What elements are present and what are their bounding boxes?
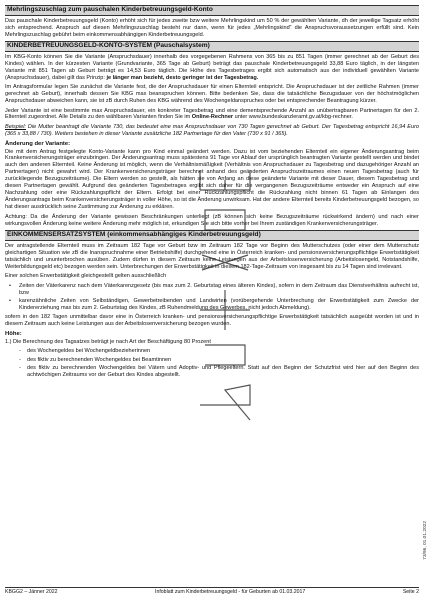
paragraph: Einer solchen Erwerbstätigkeit gleichgestellt gelten ausschließlich xyxy=(5,273,167,280)
paragraph: Achtung: Da die Änderung der Variante gewissen Beschränkungen unterliegt (zB können sich keine Bezugszeiträume rückwirkend ändern) und nach einer wirkungsvollen Änderung keine weitere Änderung mehr möglich ist, erkundigen Sie sich bitte vorher bei Ihrem zuständigen Krankenversicherungsträger. xyxy=(5,213,419,227)
paragraph: Das pauschale Kinderbetreuungsgeld (Konto) erhöht sich für jedes zweite bzw weitere Mehrlingskind um 50 % der gewählten Variante, dh der jeweilige Tagsatz erhöht sich entsprechend. Anspruch auf diesen Mehrlingszuschlag besteht nur dann, wenn für jedes „Mehrlingskind“ die Anspruchsvoraussetzungen erfüllt sind. Kein Mehrlingszuschlag gebührt beim einkommensabhängigen Kinderbetreuungsgeld. xyxy=(5,17,419,38)
paragraph: sofern in den 182 Tagen unmittelbar davor eine in Österreich kranken- und pensionsversicherungspflichtige Erwerbstätigkeit tatsächlich ausgeübt worden ist und in diesem Zeitraum auch keine Leistungen aus der Arbeitslosenversicherung bezogen wurden. xyxy=(5,314,419,328)
dash-list xyxy=(5,348,419,379)
list-item: - des fiktiv zu berechnenden Wochengeldes bei Beamtinnen xyxy=(5,357,419,364)
footer-title: Infoblatt zum Kinderbetreuungsgeld - für Geburten ab 01.03.2017 xyxy=(155,589,306,595)
subheading-hoehe: Höhe: xyxy=(5,330,22,337)
list-item: • Zeiten der Väterkarenz nach dem Väterkarenzgesetz (bis max zum 2. Geburtstag eines älteren Kindes), sofern in dem Zeitraum das Dienstverhältnis aufrecht ist, bzw xyxy=(5,283,419,297)
section-heading-konto-system: KINDERBETREUUNGSGELD-KONTO-SYSTEM (Pauschalsystem) xyxy=(5,41,419,52)
section-heading-einkommensersatz: EINKOMMENSERSATZSYSTEM (einkommensabhängiges Kinderbetreuungsgeld) xyxy=(5,230,419,241)
paragraph: Die mit dem Antrag festgelegte Konto-Variante kann pro Kind einmal geändert werden. Dazu ist vom beziehenden Elternteil ein eigener Änderungsantrag beim Krankenversicherungsträger einzubringen. Der Änderungsantrag muss spätestens 91 Tage vor Ablauf der ursprünglich beantragten Variante gestellt werden und bindet auch den anderen Elternteil. Keine Änderung ist möglich, wenn die Verhältnismäßigkeit (Verhältnis von Anspruchsdauer zu Tagesbetrag und dazugehöriger Anzahl an Partnertagen) nicht gewahrt wird. Der Krankenversicherungsträger berechnet anhand des geänderten Anspruchszeitraumes einen neuen Tagesbetrag (auch für zurückliegende Bezugszeiträume). Die Eltern werden so gestellt, als hätten sie von Anfang an diese geänderte Variante mit dieser Dauer, diesem Tagesbetrag und diesen Partnertagen gewählt. Aufgrund des geänderten Tagesbetrages ergibt sich daher für die vergangenen Bezugszeiträume entweder ein Anspruch auf eine Nachzahlung oder eine Rückzahlungspflicht der Eltern. Erfolgt bei einer Rückzahlungspflicht die Rückzahlung nicht binnen 61 Tagen ab Einlangen des Änderungsantrags beim Krankenversicherungsträger in voller Höhe, so ist die Änderung unwirksam. Hat der andere Elternteil bereits Kinderbetreuungsgeld bezogen, so hat dieser ausdrücklich seine Zustimmung zur Änderung zu erklären. xyxy=(5,148,419,211)
bullet-list xyxy=(5,283,419,312)
document-page xyxy=(5,4,419,381)
document-code: 73/96, 01.01.2022 xyxy=(423,521,428,560)
paragraph: Der antragstellende Elternteil muss im Zeitraum 182 Tage vor Geburt bzw im Zeitraum 182 Tage vor Beginn des Mutterschutzes (oder einer dem Mutterschutz gleichartigen Situation wie zB die Inanspruchnahme einer Betriebshilfe) durchgehend eine in Österreich kranken- und pensionsversicherungspflichtige Erwerbstätigkeit tatsächlich und ununterbrochen ausüben. Zudem dürfen in diesem Zeitraum keine Leistungen aus der Arbeitslosenversicherung (Arbeitslosengeld, Notstandshilfe, Weiterbildungsgeld etc) bezogen werden sein. Unterbrechungen der Erwerbstätigkeit in diesem 182-Tage-Zeitraum von insgesamt bis zu 14 Tagen sind irrelevant. xyxy=(5,242,419,270)
paragraph: Im Antragsformular legen Sie zunächst die Variante fest, die der Anspruchsdauer für einen Elternteil entspricht. Die Anspruchsdauer ist der zeitliche Rahmen (immer gerechnet ab Geburt), innerhalb dessen Sie KBG max beanspruchen können. Bitte bedenken Sie, dass die tatsächliche Bezugsdauer von der höchstmöglichen Anspruchsdauer abweichen kann, sie ist zB durch Ruhen des KBG während des Wochengeldanspruches oder bei entsprechender Beantragung kürzer. xyxy=(5,84,419,104)
paragraph: Im KBG-Konto können Sie die Variante (Anspruchsdauer) innerhalb des vorgegebenen Rahmens von 365 bis zu 851 Tagen (immer gerechnet ab der Geburt des Kindes) wählen. In der kürzesten Variante (Grundvariante, 365 Tage ab Geburt) beträgt das pauschale Kinderbetreuungsgeld 33,88 Euro täglich, in der längsten Variante mit 851 Tagen ab Geburt beträgt es 14,53 Euro täglich. Die Höhe des Tagesbetrages ergibt sich automatisch aus der individuell gewählten Variante (Anspruchsdauer), dabei gilt das Prinzip: je länger man bezieht, desto geringer ist der Tagesbetrag. xyxy=(5,53,419,81)
paragraph: 1.) Die Berechnung des Tagsatzes beträgt je nach Art der Beschäftigung 80 Prozent xyxy=(5,338,211,345)
page-footer xyxy=(5,587,419,596)
section-heading-mehrlingszuschlag: Mehrlingszuschlag zum pauschalen Kinderbetreuungsgeld-Konto xyxy=(5,5,419,16)
list-item: • karenzähnliche Zeiten von Selbständigen, Gewerbetreibenden und Landwirten (vorübergehende Unterbrechung der Erwerbstätigkeit zum Zwecke der Kindererziehung max bis zum 2. Geburtstag des Kindes, zB Ruhendmeldung des Gewerbes, nicht jedoch Abmeldung). xyxy=(5,298,419,312)
example-paragraph: Beispiel: Die Mutter beantragt die Variante 730, das bedeutet eine max Anspruchsdauer von 730 Tagen gerechnet ab Geburt. Der Tagesbetrag entspricht 16,94 Euro (365 x 33,88 / 730). Weiters bestehen in dieser Variante zusätzliche 182 Partnertage für den Vater (730 x 91 / 365). xyxy=(5,124,419,137)
subheading-aenderung: Änderung der Variante: xyxy=(5,140,71,147)
list-item: - des fiktiv zu berechnenden Wochengeldes bei Vätern und Adoptiv- und Pflegeeltern. Statt auf den Beginn der Schutzfrist wird hier auf den Beginn des achtwöchigen Zeitraums vor der Geburt des Kindes abgestellt. xyxy=(5,365,419,379)
paragraph: Jeder Variante ist eine bestimmte max Anspruchsdauer, ein konkreter Tagesbetrag und eine dementsprechende Anzahl an unübertragbaren Partnertagen für den 2. Elternteil zugeordnet. Alle Details zu den wählbaren Varianten finden Sie im Online-Rechner unter www.bundeskanzleramt.gv.at/kbg-rechner. xyxy=(5,107,419,121)
list-item: - des Wochengeldes bei Wochengeldbezieherinnen xyxy=(5,348,419,355)
footer-page-number: Seite 2 xyxy=(402,589,419,595)
footer-form-code: KBGG2 – Jänner 2022 xyxy=(5,589,58,595)
